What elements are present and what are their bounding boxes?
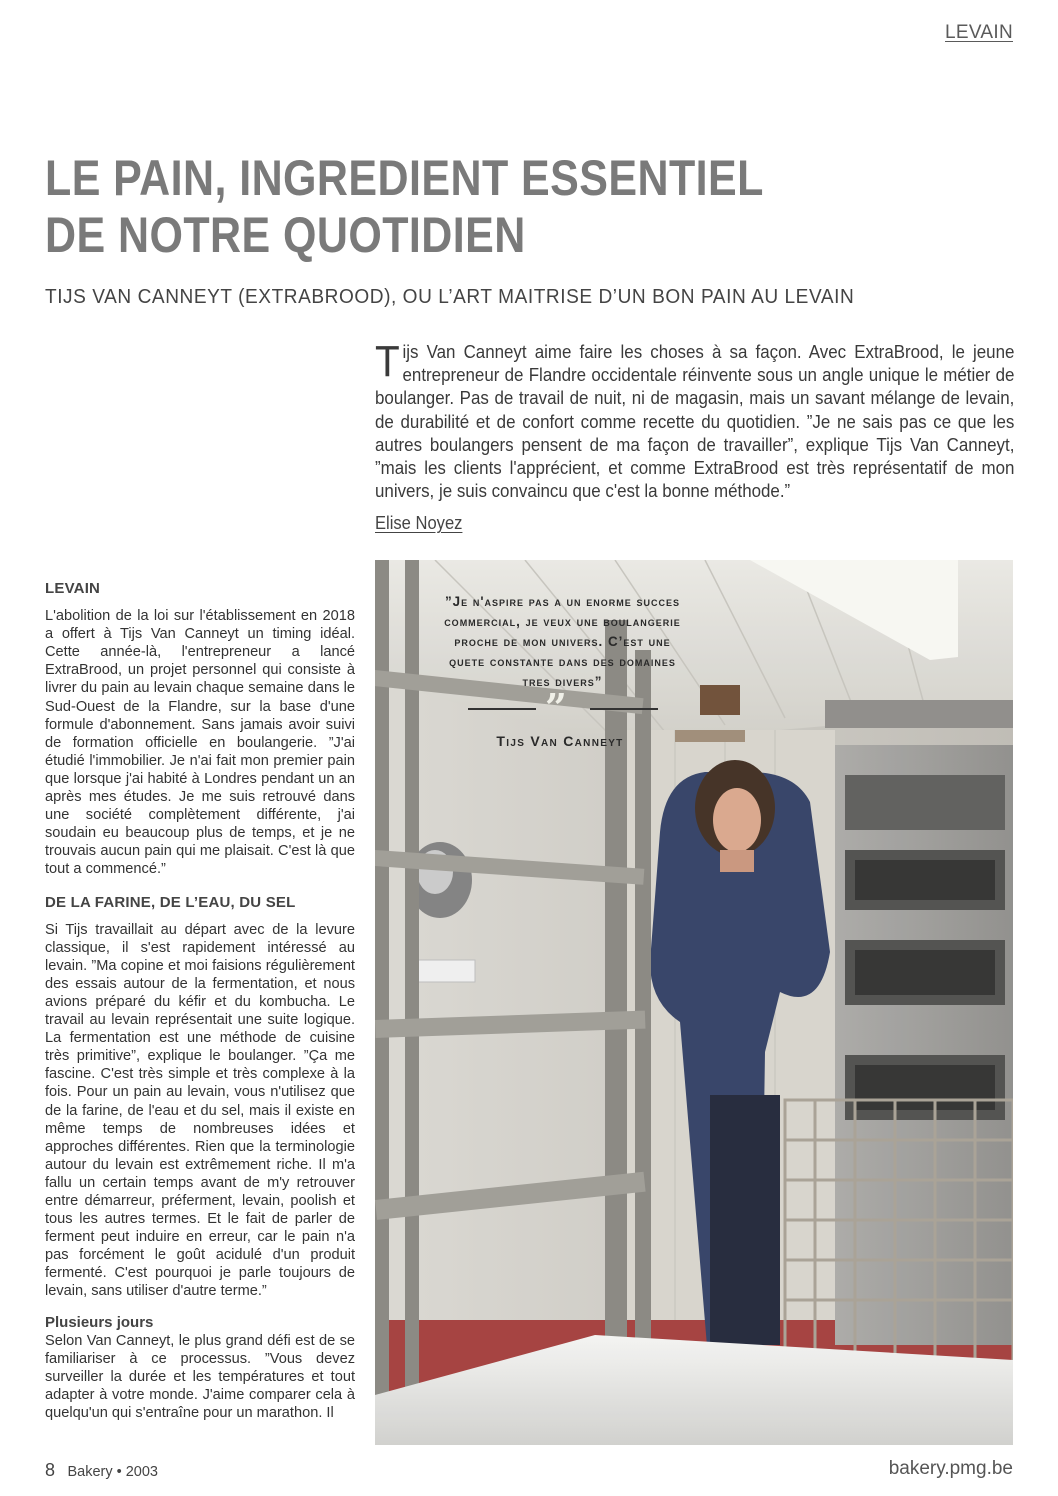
quote-mark-icon: ” xyxy=(545,685,567,730)
section-heading-farine: DE LA FARINE, DE L’EAU, DU SEL xyxy=(45,893,296,911)
pull-quote-line-2: commercial, je veux une boulangerie xyxy=(444,614,681,629)
intro-text: ijs Van Canneyt aime faire les choses à sa façon. Avec ExtraBrood, le jeune entrepreneur de Flandre occidentale réinvente sous un angle unique le métier de boulanger. Pas de travail de nuit, ni de magasin, mais un savant mélange de levain, de durabilité et de confort comme recette du quotidien. ”Je ne sais pas ce que les autres boulangers pensent de ma façon de travailler”, explique Tijs Van Canneyt, ”mais les clients l'apprécient, et comme ExtraBrood est très représentatif de mon univers, je suis convaincu que c'est la bonne méthode.” xyxy=(375,341,1015,502)
page-number: 8 xyxy=(45,1460,56,1480)
intro-paragraph xyxy=(375,337,1015,502)
page-footer xyxy=(45,1460,158,1481)
pull-quote-rule-left xyxy=(468,708,536,710)
body-paragraph-3: Selon Van Canneyt, le plus grand défi est de se familiariser à ce processus. ”Vous devez surveiller la durée et les températures et tout adapter à votre monde. J'aime comparer cela à quelqu'un qui s'entraîne pour un marathon. Il xyxy=(45,1332,355,1422)
website-link[interactable]: bakery.pmg.be xyxy=(888,1458,1013,1479)
pull-quote-line-3: proche de mon univers. C’est une xyxy=(454,634,671,649)
pull-quote-line-1: ”Je n'aspire pas a un enorme succes xyxy=(444,594,680,609)
publication-name: Bakery • 2003 xyxy=(67,1464,158,1480)
section-heading-levain: LEVAIN xyxy=(45,580,101,597)
pull-quote-line-5: tres divers” xyxy=(522,674,603,689)
pull-quote-rule-right xyxy=(590,708,658,710)
title-line-1: LE PAIN, INGREDIENT ESSENTIEL xyxy=(45,150,764,206)
pull-quote xyxy=(410,592,715,692)
body-column xyxy=(45,580,355,1422)
title-line-2: DE NOTRE QUOTIDIEN xyxy=(45,207,526,263)
bakery-photo xyxy=(375,560,1013,1445)
pull-quote-attribution: Tijs Van Canneyt xyxy=(496,733,624,749)
article-title xyxy=(45,150,819,264)
body-paragraph-1: L'abolition de la loi sur l'établissement en 2018 a offert à Tijs Van Canneyt un timing idéal. Cette année-là, l'entrepreneur a lancé ExtraBrood, un projet personnel qui consiste à livrer du pain au levain chaque semaine dans le Sud-Ouest de la Flandre, sur la base d'une formule d'abonnement. Sans jamais avoir suivi de formation officielle en boulangerie. ”J'ai étudié l'immobilier. Je n'ai fait mon premier pain que lorsque j'ai habité à Londres pendant un an après mes études. Je me suis retrouvé dans une société complètement différente, j'ai soudain eu beaucoup plus de temps, et je ne trouvais aucun pain qui me plaisait. C'est là que tout a commencé.” xyxy=(45,608,355,878)
drop-cap: T xyxy=(375,337,400,386)
section-tag: LEVAIN xyxy=(945,22,1013,43)
body-paragraph-2: Si Tijs travaillait au départ avec de la levure classique, il s'est rapidement intéressé au levain. ”Ma copine et moi faisions régulièrement des essais autour de la fermentation, et nous avions préparé du kéfir et du kombucha. Le travail au levain représentait une suite logique. La fermentation est une méthode de cuisine très primitive”, explique le boulanger. ”Ça me fascine. C'est très simple et très complexe à la fois. Pour un pain au levain, vous n'utilisez que de la farine, de l'eau et du sel, mais il existe en même temps de nombreuses idées et approches différentes. Rien que la terminologie autour du levain est extrêmement riche. Il m'a fallu un certain temps avant de m'y retrouver entre démarreur, préferment, levain, poolish et tous les autres termes. Et le fait de parler de ferment peut induire en erreur, car le pain n'a pas forcément le goût acidulé d'un produit fermenté. C'est pourquoi je parle toujours de levain, sans utiliser d'autre terme.” xyxy=(45,921,355,1300)
author-byline: Elise Noyez xyxy=(375,513,463,533)
pull-quote-line-4: quete constante dans des domaines xyxy=(449,654,676,669)
article-subtitle: TIJS VAN CANNEYT (EXTRABROOD), OU L’ART MAITRISE D’UN BON PAIN AU LEVAIN xyxy=(45,285,855,308)
section-heading-plusieurs-jours: Plusieurs jours xyxy=(45,1313,154,1331)
